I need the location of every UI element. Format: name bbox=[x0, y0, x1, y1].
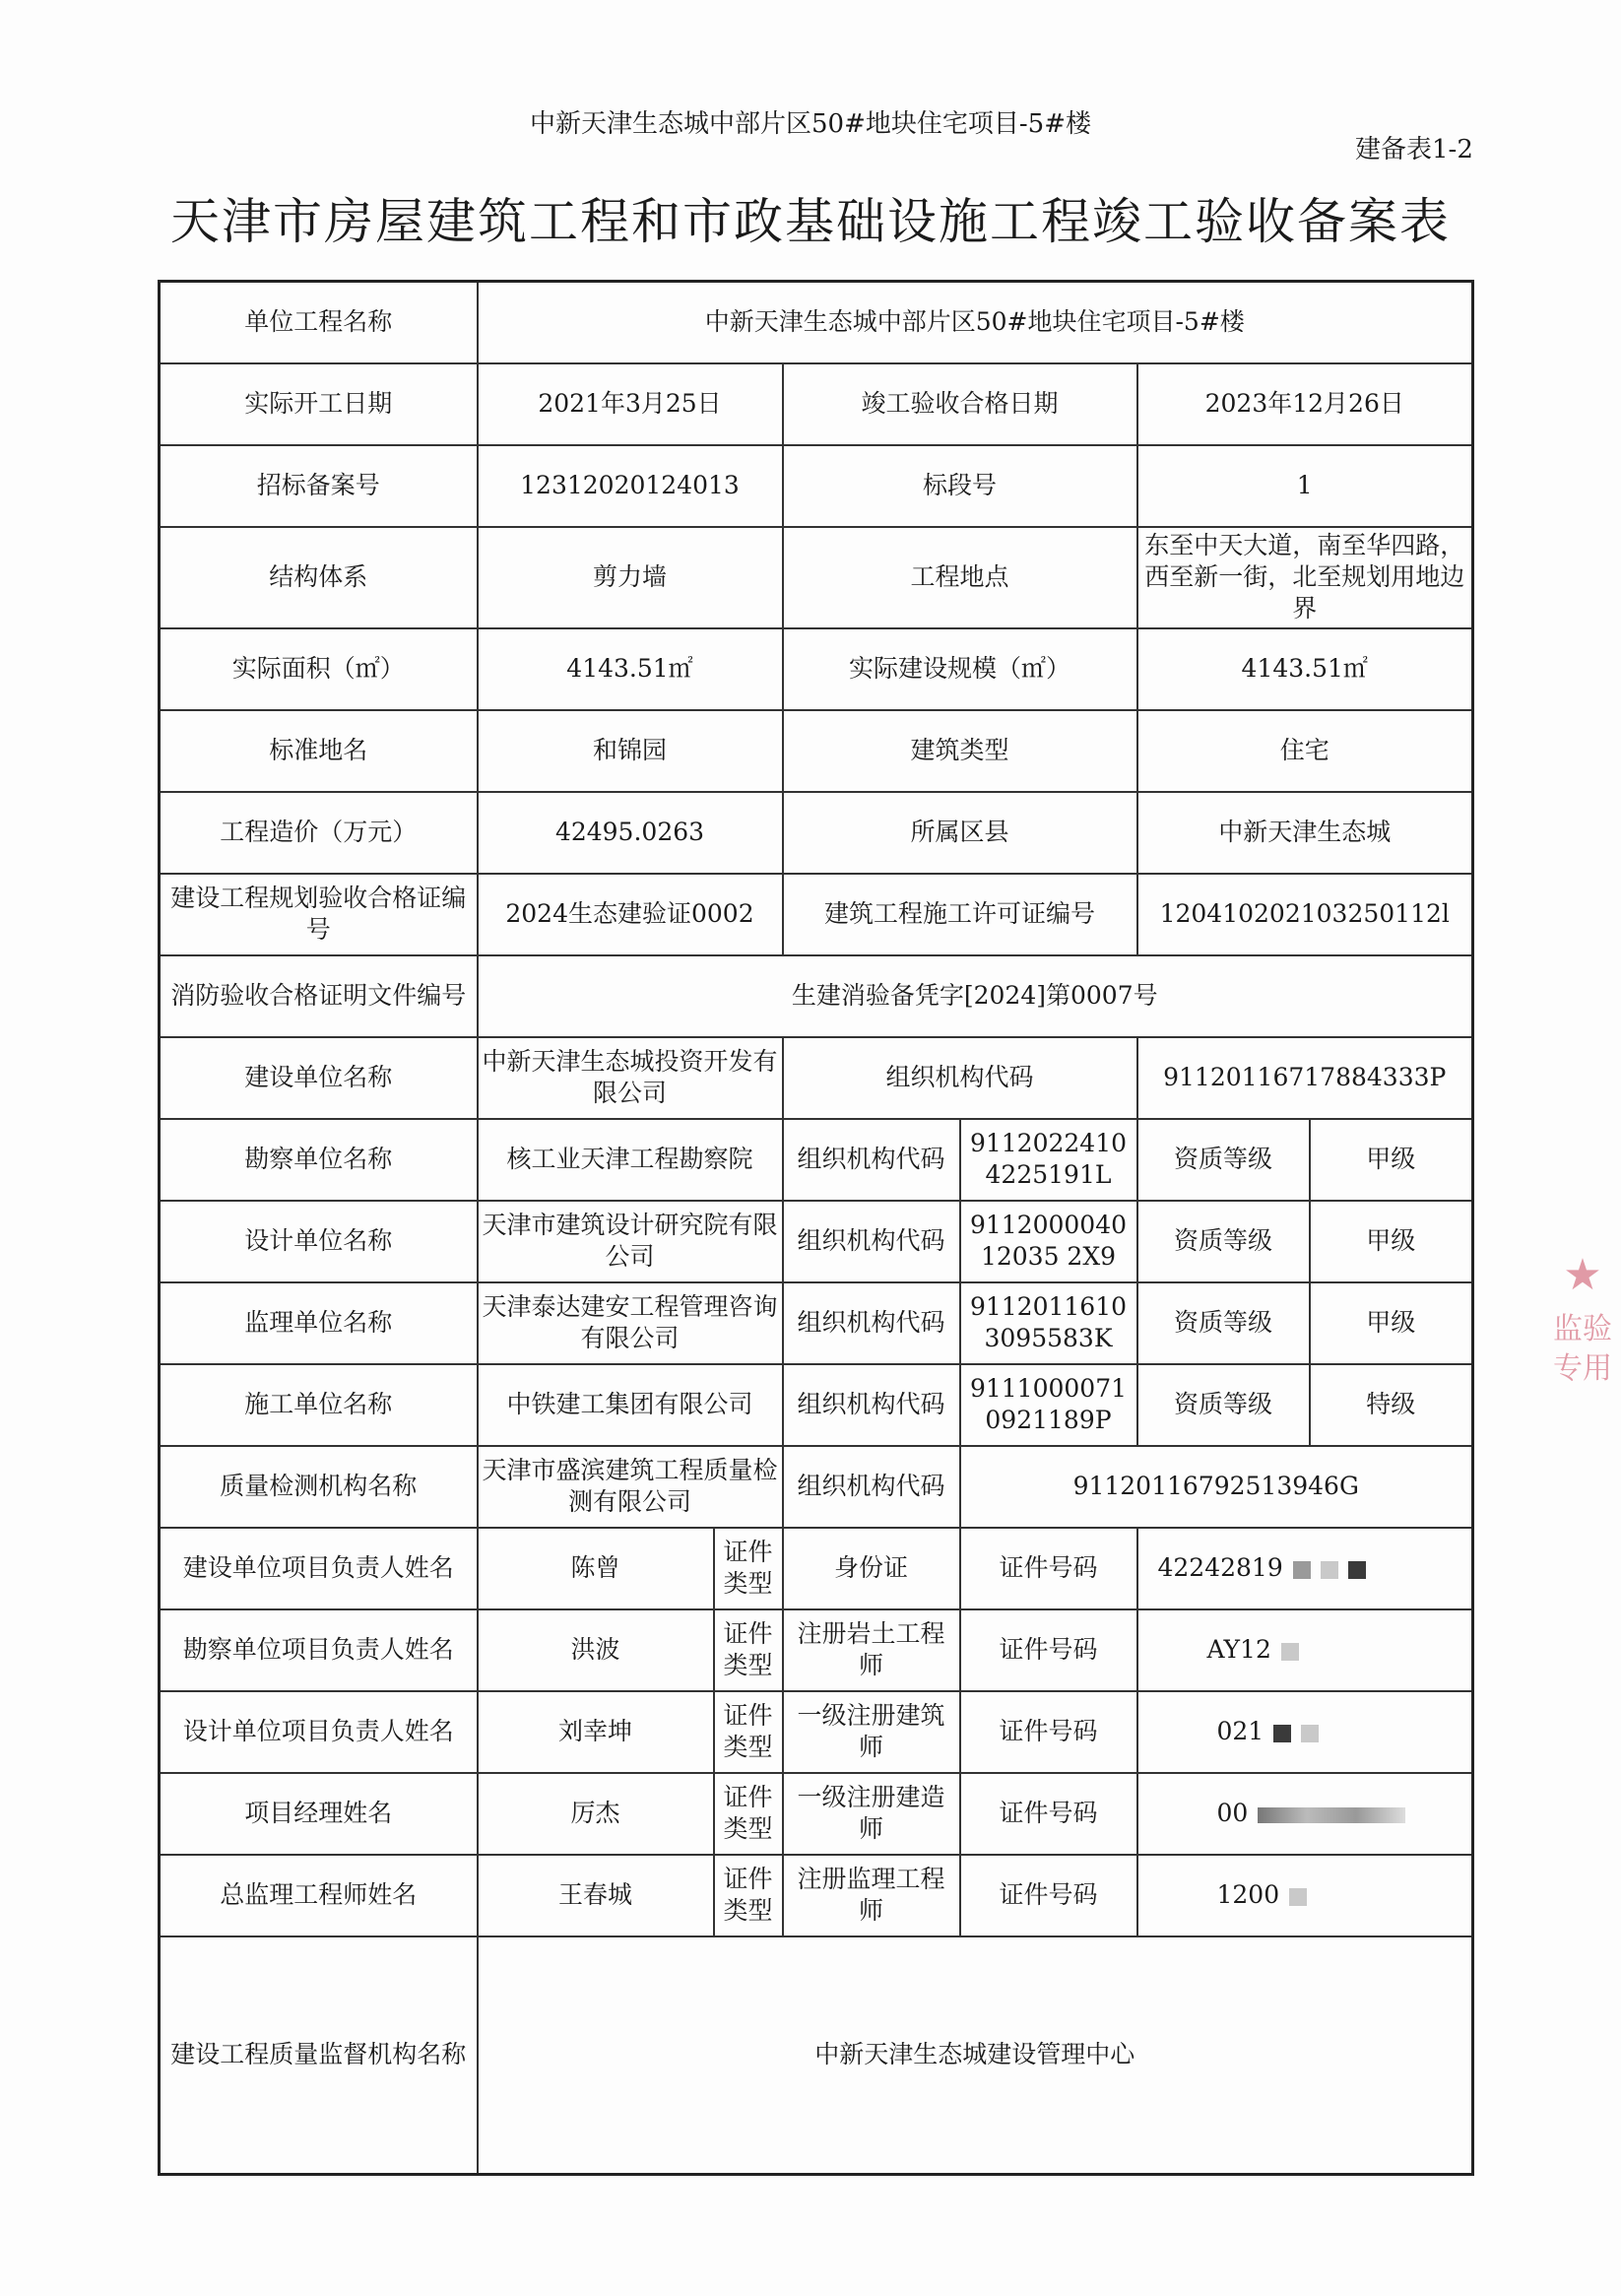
label-area: 实际面积（㎡） bbox=[160, 628, 478, 710]
value-fire-cert: 生建消验备凭字[2024]第0007号 bbox=[478, 955, 1473, 1037]
value-survey-grade: 甲级 bbox=[1310, 1119, 1473, 1201]
row-person-manager bbox=[160, 1773, 1473, 1855]
value-completion-date: 2023年12月26日 bbox=[1137, 363, 1473, 445]
redaction-mark bbox=[1293, 1561, 1311, 1579]
value-structure: 剪力墙 bbox=[478, 527, 783, 628]
label-cert-number: 证件号码 bbox=[960, 1773, 1137, 1855]
row-bid bbox=[160, 445, 1473, 527]
seal-text: 监验 专用 bbox=[1553, 1312, 1612, 1386]
label-cert-number: 证件号码 bbox=[960, 1855, 1137, 1936]
value-project-name: 中新天津生态城中部片区50#地块住宅项目-5#楼 bbox=[478, 282, 1473, 363]
value-cert-type: 一级注册建筑师 bbox=[783, 1691, 960, 1773]
value-construct: 中铁建工集团有限公司 bbox=[478, 1364, 783, 1446]
label-design: 设计单位名称 bbox=[160, 1201, 478, 1282]
row-dates bbox=[160, 363, 1473, 445]
redaction-mark bbox=[1273, 1725, 1291, 1742]
label-supervise-code: 组织机构代码 bbox=[783, 1282, 960, 1364]
label-bid-record: 招标备案号 bbox=[160, 445, 478, 527]
label-cert-type: 证件类型 bbox=[714, 1609, 783, 1691]
label-permit-no: 建筑工程施工许可证编号 bbox=[783, 874, 1137, 955]
label-cert-type: 证件类型 bbox=[714, 1773, 783, 1855]
label-person-chief: 总监理工程师姓名 bbox=[160, 1855, 478, 1936]
label-person-design: 设计单位项目负责人姓名 bbox=[160, 1691, 478, 1773]
value-builder-code: 91120116717884333P bbox=[1137, 1037, 1473, 1119]
label-builder-code: 组织机构代码 bbox=[783, 1037, 1137, 1119]
value-cost: 42495.0263 bbox=[478, 792, 783, 874]
label-construct: 施工单位名称 bbox=[160, 1364, 478, 1446]
redaction-mark bbox=[1258, 1807, 1405, 1823]
label-cert-number: 证件号码 bbox=[960, 1609, 1137, 1691]
value-cert-number: 00 bbox=[1216, 1799, 1249, 1827]
value-supervise-code: 91120116103095583K bbox=[960, 1282, 1137, 1364]
value-design-grade: 甲级 bbox=[1310, 1201, 1473, 1282]
value-builder: 中新天津生态城投资开发有限公司 bbox=[478, 1037, 783, 1119]
label-survey: 勘察单位名称 bbox=[160, 1119, 478, 1201]
value-survey-code: 91120224104225191L bbox=[960, 1119, 1137, 1201]
label-structure: 结构体系 bbox=[160, 527, 478, 628]
value-testing: 天津市盛滨建筑工程质量检测有限公司 bbox=[478, 1446, 783, 1528]
redaction-mark bbox=[1281, 1643, 1299, 1661]
label-planning-cert: 建设工程规划验收合格证编号 bbox=[160, 874, 478, 955]
label-cert-number: 证件号码 bbox=[960, 1691, 1137, 1773]
label-cost: 工程造价（万元） bbox=[160, 792, 478, 874]
redaction-mark bbox=[1321, 1561, 1338, 1579]
value-cert-number-cell bbox=[1137, 1773, 1473, 1855]
label-survey-code: 组织机构代码 bbox=[783, 1119, 960, 1201]
value-cert-number: 1200 bbox=[1216, 1880, 1280, 1909]
label-completion-date: 竣工验收合格日期 bbox=[783, 363, 1137, 445]
value-design-code: 911200004012035 2X9 bbox=[960, 1201, 1137, 1282]
document-caption: 中新天津生态城中部片区50#地块住宅项目-5#楼 bbox=[530, 109, 1091, 139]
value-person-design: 刘幸坤 bbox=[478, 1691, 714, 1773]
label-start-date: 实际开工日期 bbox=[160, 363, 478, 445]
row-planning bbox=[160, 874, 1473, 955]
label-scale: 实际建设规模（㎡） bbox=[783, 628, 1137, 710]
row-project-name bbox=[160, 282, 1473, 363]
label-person-builder: 建设单位项目负责人姓名 bbox=[160, 1528, 478, 1609]
label-section-no: 标段号 bbox=[783, 445, 1137, 527]
label-survey-grade: 资质等级 bbox=[1137, 1119, 1310, 1201]
row-supervise bbox=[160, 1282, 1473, 1364]
row-testing bbox=[160, 1446, 1473, 1528]
value-cert-number: AY12 bbox=[1206, 1635, 1271, 1664]
label-id-type: 证件类型 bbox=[714, 1528, 783, 1609]
row-quality-agency bbox=[160, 1936, 1473, 2175]
value-construct-grade: 特级 bbox=[1310, 1364, 1473, 1446]
redaction-mark bbox=[1289, 1888, 1307, 1906]
label-design-grade: 资质等级 bbox=[1137, 1201, 1310, 1282]
label-cert-type: 证件类型 bbox=[714, 1855, 783, 1936]
value-section-no: 1 bbox=[1137, 445, 1473, 527]
value-location: 东至中天大道，南至华四路，西至新一街，北至规划用地边界 bbox=[1137, 527, 1473, 628]
row-person-chief bbox=[160, 1855, 1473, 1936]
row-cost bbox=[160, 792, 1473, 874]
label-supervise: 监理单位名称 bbox=[160, 1282, 478, 1364]
value-start-date: 2021年3月25日 bbox=[478, 363, 783, 445]
row-place-name bbox=[160, 710, 1473, 792]
value-testing-code: 91120116792513946G bbox=[960, 1446, 1473, 1528]
label-place-name: 标准地名 bbox=[160, 710, 478, 792]
label-cert-type: 证件类型 bbox=[714, 1691, 783, 1773]
label-fire-cert: 消防验收合格证明文件编号 bbox=[160, 955, 478, 1037]
label-supervise-grade: 资质等级 bbox=[1137, 1282, 1310, 1364]
value-person-chief: 王春城 bbox=[478, 1855, 714, 1936]
value-design: 天津市建筑设计研究院有限公司 bbox=[478, 1201, 783, 1282]
label-design-code: 组织机构代码 bbox=[783, 1201, 960, 1282]
label-person-survey: 勘察单位项目负责人姓名 bbox=[160, 1609, 478, 1691]
filing-form-table bbox=[158, 280, 1474, 2176]
value-person-survey: 洪波 bbox=[478, 1609, 714, 1691]
row-fire bbox=[160, 955, 1473, 1037]
value-cert-type: 一级注册建造师 bbox=[783, 1773, 960, 1855]
value-building-type: 住宅 bbox=[1137, 710, 1473, 792]
value-district: 中新天津生态城 bbox=[1137, 792, 1473, 874]
label-building-type: 建筑类型 bbox=[783, 710, 1137, 792]
label-id-number: 证件号码 bbox=[960, 1528, 1137, 1609]
value-permit-no: 120410202103250112l bbox=[1137, 874, 1473, 955]
page-title: 天津市房屋建筑工程和市政基础设施工程竣工验收备案表 bbox=[170, 193, 1451, 250]
value-scale: 4143.51㎡ bbox=[1137, 628, 1473, 710]
row-person-survey bbox=[160, 1609, 1473, 1691]
row-design bbox=[160, 1201, 1473, 1282]
value-place-name: 和锦园 bbox=[478, 710, 783, 792]
form-number: 建备表1-2 bbox=[1355, 135, 1473, 164]
redaction-mark bbox=[1301, 1725, 1319, 1742]
row-construct bbox=[160, 1364, 1473, 1446]
value-person-manager: 厉杰 bbox=[478, 1773, 714, 1855]
value-quality-agency: 中新天津生态城建设管理中心 bbox=[478, 1936, 1473, 2175]
label-project-name: 单位工程名称 bbox=[160, 282, 478, 363]
value-cert-number-cell bbox=[1137, 1855, 1473, 1936]
label-district: 所属区县 bbox=[783, 792, 1137, 874]
label-testing-code: 组织机构代码 bbox=[783, 1446, 960, 1528]
value-cert-type: 注册岩土工程师 bbox=[783, 1609, 960, 1691]
value-cert-number-cell bbox=[1137, 1691, 1473, 1773]
value-cert-number: 021 bbox=[1216, 1717, 1264, 1745]
label-testing: 质量检测机构名称 bbox=[160, 1446, 478, 1528]
row-survey bbox=[160, 1119, 1473, 1201]
row-person-design bbox=[160, 1691, 1473, 1773]
label-builder: 建设单位名称 bbox=[160, 1037, 478, 1119]
row-structure bbox=[160, 527, 1473, 628]
value-id-number-cell bbox=[1137, 1528, 1473, 1609]
value-id-type: 身份证 bbox=[783, 1528, 960, 1609]
label-person-manager: 项目经理姓名 bbox=[160, 1773, 478, 1855]
value-cert-number-cell bbox=[1137, 1609, 1473, 1691]
value-construct-code: 91110000710921189P bbox=[960, 1364, 1137, 1446]
value-supervise: 天津泰达建安工程管理咨询有限公司 bbox=[478, 1282, 783, 1364]
value-bid-record: 12312020124013 bbox=[478, 445, 783, 527]
value-person-builder: 陈曾 bbox=[478, 1528, 714, 1609]
redaction-mark bbox=[1348, 1561, 1366, 1579]
label-location: 工程地点 bbox=[783, 527, 1137, 628]
seal-star-icon: ★ bbox=[1563, 1250, 1602, 1300]
value-cert-type: 注册监理工程师 bbox=[783, 1855, 960, 1936]
value-survey: 核工业天津工程勘察院 bbox=[478, 1119, 783, 1201]
label-quality-agency: 建设工程质量监督机构名称 bbox=[160, 1936, 478, 2175]
row-builder bbox=[160, 1037, 1473, 1119]
value-id-number: 42242819 bbox=[1157, 1553, 1283, 1582]
label-construct-grade: 资质等级 bbox=[1137, 1364, 1310, 1446]
row-person-builder bbox=[160, 1528, 1473, 1609]
value-area: 4143.51㎡ bbox=[478, 628, 783, 710]
row-area bbox=[160, 628, 1473, 710]
value-planning-cert: 2024生态建验证0002 bbox=[478, 874, 783, 955]
value-supervise-grade: 甲级 bbox=[1310, 1282, 1473, 1364]
red-seal-stamp bbox=[1548, 1241, 1617, 1537]
label-construct-code: 组织机构代码 bbox=[783, 1364, 960, 1446]
